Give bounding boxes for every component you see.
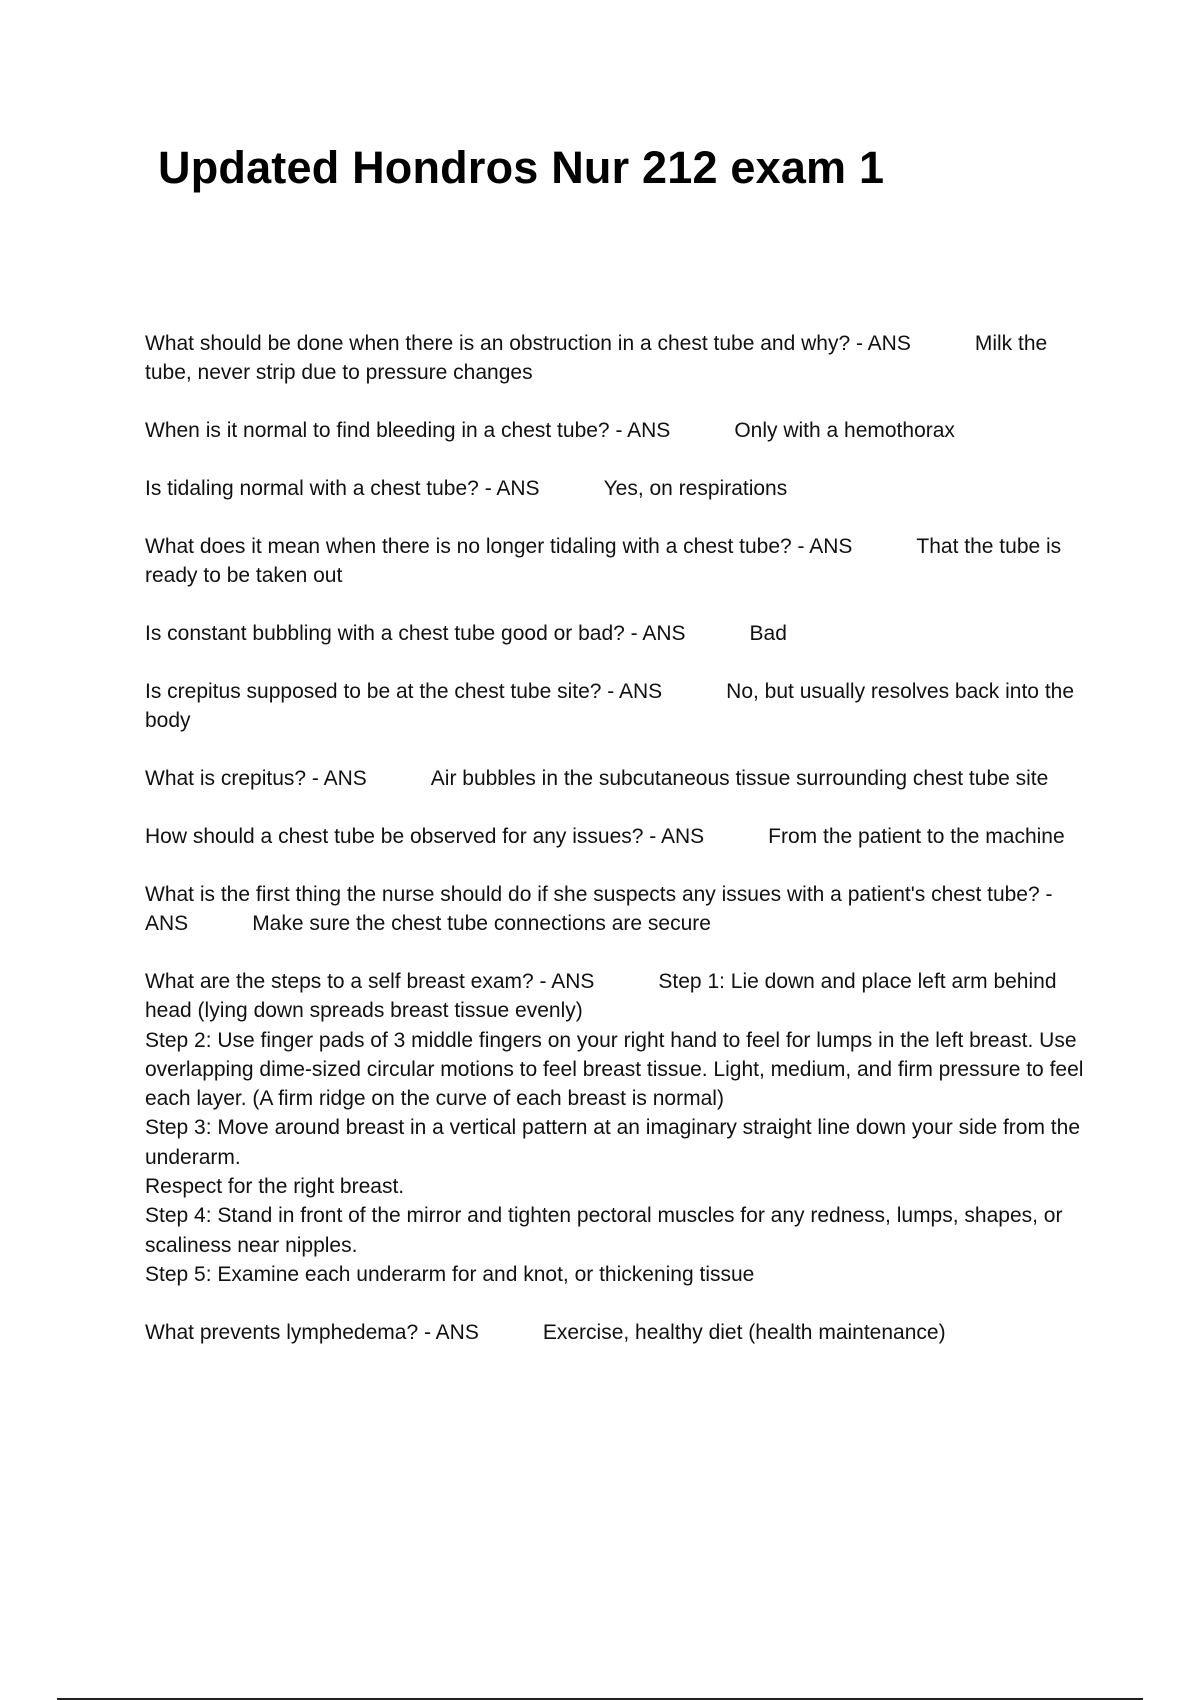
qa-item	[145, 880, 1090, 938]
qa-item	[145, 532, 1090, 590]
answer-text: From the patient to the machine	[768, 825, 1065, 848]
qa-item	[145, 677, 1090, 735]
answer-text: Air bubbles in the subcutaneous tissue surrounding chest tube site	[430, 767, 1049, 790]
question-text: What is the first thing the nurse should do if she suspects any issues with a patient's chest tube? -	[145, 883, 1053, 906]
qa-item	[145, 967, 1090, 1289]
question-text: What prevents lymphedema? -	[145, 1321, 436, 1344]
step-line: Step 3: Move around breast in a vertical pattern at an imaginary straight line down your side from the underarm.	[145, 1116, 1080, 1169]
answer-text: Exercise, healthy diet (health maintenance)	[542, 1321, 946, 1345]
question-text: When is it normal to find bleeding in a chest tube? -	[145, 419, 627, 442]
ans-label: ANS	[435, 1321, 479, 1345]
answer-text: Milk the tube, never strip due to pressure changes	[145, 332, 1048, 384]
ans-label: ANS	[618, 680, 663, 703]
answer-text: Yes, on respirations	[603, 477, 788, 500]
question-text: What is crepitus? -	[145, 767, 324, 790]
step-line: Step 4: Stand in front of the mirror and tighten pectoral muscles for any redness, lumps, shapes, or scaliness near nipples.	[145, 1204, 1063, 1257]
qa-item	[145, 822, 1090, 851]
ans-label: ANS	[496, 477, 540, 500]
ans-label: ANS	[627, 419, 671, 442]
ans-label: ANS	[551, 970, 595, 993]
question-text: What does it mean when there is no longer tidaling with a chest tube? -	[145, 535, 809, 558]
question-text: Is constant bubbling with a chest tube good or bad? -	[145, 622, 642, 645]
qa-item	[145, 764, 1090, 793]
answer-text: That the tube is ready to be taken out	[145, 535, 1062, 587]
question-text: Is tidaling normal with a chest tube? -	[145, 477, 496, 500]
answer-text: Only with a hemothorax	[734, 419, 955, 442]
step-line: Step 5: Examine each underarm for and knot, or thickening tissue	[145, 1262, 755, 1286]
qa-item	[145, 1318, 1090, 1347]
answer-text: Step 1: Lie down and place left arm behind head (lying down spreads breast tissue evenly)	[145, 970, 1057, 1023]
ans-label: ANS	[660, 825, 705, 848]
qa-item	[145, 474, 1090, 503]
answer-text: Bad	[749, 622, 787, 645]
qa-item	[145, 619, 1090, 648]
ans-label: ANS	[642, 622, 686, 645]
ans-label: ANS	[867, 332, 911, 355]
question-text: Is crepitus supposed to be at the chest tube site? -	[145, 680, 619, 703]
qa-list	[145, 329, 1090, 1376]
step-line: Step 2: Use finger pads of 3 middle fingers on your right hand to feel for lumps in the left breast. Use overlapping dime-sized circular motions to feel breast tissue. Light, medium, and firm pressure to feel each layer. (A firm ridge on the curve of each breast is normal)	[145, 1028, 1084, 1111]
step-line: Respect for the right breast.	[145, 1175, 405, 1199]
question-text: What should be done when there is an obstruction in a chest tube and why? -	[145, 332, 868, 355]
question-text: What are the steps to a self breast exam? -	[145, 970, 551, 993]
answer-text: Make sure the chest tube connections are secure	[252, 912, 711, 935]
answer-text: No, but usually resolves back into the body	[145, 680, 1075, 732]
ans-label: ANS	[323, 767, 367, 790]
qa-item	[145, 329, 1090, 387]
document-title: Updated Hondros Nur 212 exam 1	[158, 142, 885, 193]
qa-item	[145, 416, 1090, 445]
ans-label: ANS	[145, 912, 189, 935]
question-text: How should a chest tube be observed for any issues? -	[145, 825, 661, 848]
ans-label: ANS	[809, 535, 853, 558]
